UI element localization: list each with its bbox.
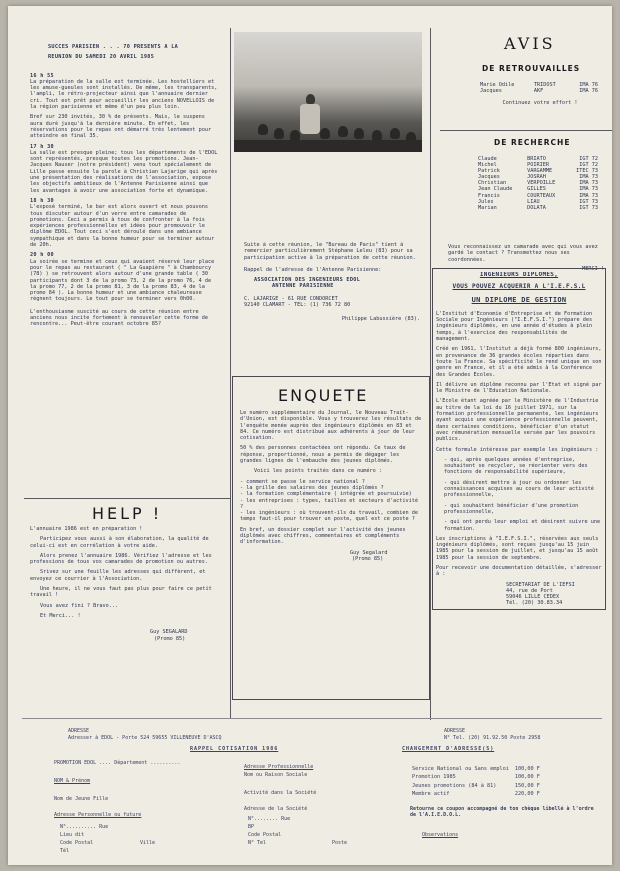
assoc-name: ASSOCIATION DES INGENIEURS EDOL xyxy=(254,277,361,284)
meeting-photo xyxy=(234,32,422,152)
list-item: - la grille des salaires des jeunes diplômés ? xyxy=(240,484,384,491)
list-item: - comment se passe le service national ? xyxy=(240,478,365,485)
changement-adresse: CHANGEMENT D'ADRESSE(S) xyxy=(402,746,495,752)
paragraph: Et Merci... ! xyxy=(40,612,81,619)
ing-heading-1: INGENIEURS DIPLOMES, xyxy=(479,272,559,278)
paragraph: L'exposé terminé, le bar est alors ouvert et nous pouvons tous discuter autour d'un verre entre camarades de promotions. Ceci a permis à tous de confronter à la fois expériences professionnelles et idées pour promouvoir le diplôme EDOL. Tout ceci s'est déroulé dans une ambiance sympathique et dans la bonne humeur pour se terminer autour de 20h. xyxy=(30,204,215,249)
avis-subtitle-recherche: DE RECHERCHE xyxy=(494,138,571,147)
address-line-2: 92140 CLAMART - TEL: (1) 736 72 80 xyxy=(244,302,351,309)
search-row-cell: Claude xyxy=(478,156,497,162)
address-line: 59046 LILLE CEDEX xyxy=(506,594,560,601)
help-article xyxy=(30,526,224,716)
form-envoi-right-2: N° Tel. (20) 91.92.50 Poste 2958 xyxy=(444,735,541,741)
paragraph: Cette formule intéresse par exemple les ingénieurs : xyxy=(436,446,599,453)
price-row-cell: Jeunes promotions (84 à 81) xyxy=(412,782,497,789)
search-row xyxy=(478,193,600,199)
enquete-article xyxy=(240,410,422,694)
price-row xyxy=(412,774,544,780)
lieu-field[interactable]: Lieu dit xyxy=(60,832,85,838)
form-envoi-left-2: Adresser à EDOL - Porte 524 59655 VILLENEUVE D'ASCQ xyxy=(68,735,222,741)
nom-soc-field[interactable]: Nom ou Raison Sociale xyxy=(244,772,308,778)
search-note-text: Vous reconnaissez un camarade avec qui vous avez gardé le contact ? Transmettez nous ses coordonnées. xyxy=(448,244,598,263)
iefsi-address xyxy=(506,582,602,606)
price-row xyxy=(412,766,544,772)
paragraph: L'Institut d'Economie d'Entreprise et de Formation Sociale pour Ingénieurs ("I.E.F.S.I.") prépare des ingénieurs diplômés, en une année d'études à plein temps, à l'exercice des responsabilités de management. xyxy=(436,310,593,343)
paragraph: Une heure, il ne vous faut pas plus pour faire ce petit travail ! xyxy=(30,586,212,599)
enquete-title: ENQUETE xyxy=(278,386,369,405)
article-headline: SUCCES PARISIEN . . . 70 PRESENTS A LA xyxy=(48,44,179,50)
paragraph: Bref sur 230 invités, 30 % de présents. Mais, le suspens aura duré jusqu'à la dernière minute. En effet, les réservations pour le repas ont démarré très lentement pour atteindre en final 35. xyxy=(30,114,212,140)
list-item: - la formation complémentaire ( intégrée et poursuivie) xyxy=(240,491,412,498)
paragraph: La soirée se termine et ceux qui avaient réservé leur place pour le repas au restaurant ( " La Guapière " à Chambourcy (78) ) se retrouvent alors autour d'une grande table ( 30 participants dont 3 de la promo 73, 2 de la promo 76, 4 de la promo 77, 2 de la promo 81, 3 de la promo 83, 4 de la promo 84 ). La bonne humeur et une ambiance chaleureuse régnent toujours. Le tout pour se terminer vers 0h00. xyxy=(30,258,215,303)
help-title: HELP ! xyxy=(92,504,163,523)
form-envoi-left: ADRESSE xyxy=(68,728,90,734)
code-soc-field[interactable]: Code Postal xyxy=(248,832,282,838)
merci-text: MERCI ! xyxy=(582,265,604,272)
assoc-antenne: ANTENNE PARISIENNE xyxy=(272,283,334,290)
found-row-cell: TRIDOST xyxy=(533,82,556,88)
search-row-cell: IMA 73 xyxy=(579,186,598,193)
help-sign-1: Guy SEGALARD xyxy=(150,629,188,636)
ingenieurs-article xyxy=(436,272,602,606)
tel-soc-field[interactable]: N° Tel xyxy=(248,840,267,846)
bullet: - qui désirent mettre à jour ou ordonner les connaissances acquises au cours de leur activité professionnelle, xyxy=(444,479,594,499)
search-row-cell: Patrick xyxy=(478,168,500,175)
search-row-cell: IMA 73 xyxy=(579,174,598,181)
found-row-cell: IMA 76 xyxy=(579,88,598,95)
search-row-cell: IGT 73 xyxy=(579,204,598,211)
paragraph: La préparation de la salle est terminée. Les hostelliers et les amuse-gueules sont installés. De même, les transparents, l'ampli, le rétro-projecteur ainsi que l'annuaire dernier cri. Tout est prêt pour accueillir les anciens NOVELLOIS de la région parisienne et même d'un peu plus loin. xyxy=(30,78,218,111)
paragraph: L'enthousiasme suscité au cours de cette réunion entre anciens nous incite fortement à renouveler cette forme de rencontre... Peut-être courant octobre 85? xyxy=(30,308,209,328)
tel-field[interactable]: Tél xyxy=(60,848,70,854)
price-row xyxy=(412,783,544,789)
search-row-cell: Jean Claude xyxy=(478,186,513,193)
price-row xyxy=(412,791,544,797)
price-row-cell: 100,00 F xyxy=(514,766,540,772)
paragraph: Il délivre un diplôme reconnu par l'Etat et signé par le Ministre de l'Education Nationale. xyxy=(436,381,602,395)
price-row-cell: 220,00 F xyxy=(514,790,540,797)
search-row-cell: Jacques xyxy=(478,174,500,181)
ing-heading-2: VOUS POUVEZ ACQUERIR A L'I.E.F.S.L xyxy=(452,283,586,291)
price-row-cell: 100,00 F xyxy=(514,774,540,781)
price-row-cell: Service National ou Sans emploi xyxy=(412,766,509,772)
paragraph: Participez vous aussi à son élaboration, la qualité de celui-ci est en corrélation à votre aide. xyxy=(30,536,209,549)
poste-field[interactable]: Poste xyxy=(332,840,348,846)
code-field[interactable]: Code Postal xyxy=(60,840,94,846)
search-row-cell: VARGAMME xyxy=(527,168,553,175)
found-row-cell: Jacques xyxy=(480,88,502,95)
article-subhead: REUNION DU SAMEDI 20 AVRIL 1985 xyxy=(48,54,155,61)
rue-field[interactable]: N°.......... Rue xyxy=(60,824,109,830)
rappel-cotisation: RAPPEL COTISATION 1986 xyxy=(190,746,279,752)
adr-soc-label: Adresse de la Société xyxy=(244,806,308,812)
search-row-cell: IGT 72 xyxy=(579,162,598,169)
left-article xyxy=(30,44,220,504)
paragraph: L'annuaire 1986 est en préparation ! xyxy=(30,526,143,532)
adr-perso-label: Adresse Personnelle ou future xyxy=(54,812,142,818)
paragraph: Les inscriptions à "I.E.F.S.I.", réservées aux seuls ingénieurs diplômés, sont reçues jusqu'au 15 juin 1985 pour la session de juillet, et jusqu'au 15 août 1985 pour la session de septembre. xyxy=(436,535,599,561)
rue-soc-field[interactable]: N°........ Rue xyxy=(248,816,291,822)
bullet: - qui ont perdu leur emploi et désirent suivre une formation. xyxy=(444,519,601,532)
search-row-cell: GILLES xyxy=(527,186,546,193)
list-item: - les ingénieurs : où trouvent-ils du travail, combien de temps faut-il pour trouver un poste, quel est ce poste ? xyxy=(240,510,419,523)
help-sign-2: (Promo 85) xyxy=(154,635,186,642)
address-line: SECRETARIAT DE L'IEFSI xyxy=(506,581,575,588)
paragraph: Voici les points traités dans ce numéro : xyxy=(254,468,383,475)
photo-caption xyxy=(244,242,420,362)
search-list xyxy=(478,156,600,211)
rappel-text: Rappel de l'adresse de l'Antenne Parisienne: xyxy=(244,266,382,273)
search-row-cell: Michel xyxy=(478,162,497,169)
bp-field[interactable]: BP xyxy=(248,824,255,830)
found-list xyxy=(480,82,600,106)
search-row xyxy=(478,205,600,211)
price-row-cell: 150,00 F xyxy=(514,782,540,789)
search-row xyxy=(478,186,600,192)
form-envoi-right: ADRESSE xyxy=(444,728,466,734)
observations-label: Observations xyxy=(422,832,459,838)
paragraph: En bref, un dossier complet sur l'activité des jeunes diplômés avec chiffres, commentaires et compléments d'information. xyxy=(240,526,406,546)
time-1730: 17 h 30 xyxy=(30,143,54,150)
continue-text: Continuez votre effort ! xyxy=(502,100,578,107)
paragraph: L'Ecole étant agréée par le Ministère de l'Industrie au titre de la loi du 16 juillet 1971, sur la formation professionnelle permanente, les ingénieurs ayant acquis une expérience professionnelle peuvent, dans certaines conditions, bénéficier d'un statut avec rémunération mensuelle versée par les pouvoirs publics. xyxy=(436,398,599,443)
ing-heading-3: UN DIPLOME DE GESTION xyxy=(471,295,567,304)
search-row-cell: IMA 73 xyxy=(579,192,598,199)
newsletter-page xyxy=(8,6,612,865)
paragraph: Srivez sur une feuille les adresses qui diffèrent, et envoyez ce courrier à l'Association. xyxy=(30,569,206,582)
search-row-cell: VERPOILLE xyxy=(527,180,556,187)
search-row-cell: IGT 73 xyxy=(579,198,598,205)
avis-title: AVIS xyxy=(504,34,556,53)
search-row-cell: ITEC 73 xyxy=(576,168,598,175)
found-row xyxy=(480,88,600,94)
search-row-cell: IMA 73 xyxy=(579,180,598,187)
found-row-cell: IMA 76 xyxy=(579,82,598,88)
promo-field[interactable]: PROMOTION EDOL .... Département .......... xyxy=(54,760,181,766)
search-row-cell: POIRIER xyxy=(527,162,549,169)
list-item: - les entreprises : types, tailles et secteurs d'activité ? xyxy=(240,497,419,510)
activite-field[interactable]: Activité dans la Société xyxy=(244,790,317,796)
search-row-cell: IGT 72 xyxy=(579,156,598,162)
paragraph: La salle est presque pleine; tous les départements de l'EDOL sont représentés, presque toutes les promotions. Jean-Jacques Nauser (notre président) venu tout spécialement de Lille passe ensuite la parole à Christian Lajarige qui après une présentation des réalisations de l'association, expose les objectifs ambitieux de l'Antenne Parisienne ainsi que les avantages à avoir une association forte et dynamique. xyxy=(30,149,218,194)
time-2000: 20 h 00 xyxy=(30,252,54,259)
time-1655: 16 h 55 xyxy=(30,72,54,79)
paragraph: Vous avez fini ? Bravo... xyxy=(40,602,119,609)
avis-subtitle-retrouvailles: DE RETROUVAILLES xyxy=(482,64,581,73)
paragraph: 50 % des personnes contactées ont répondu. Ce taux de réponse, proportionné, nous a permis de dégager les grandes lignes de l'embauche des jeunes diplômés. xyxy=(240,445,406,465)
paragraph: Pour recevoir une documentation détaillée, s'adresser à : xyxy=(436,564,602,578)
search-row-cell: JOSRAH xyxy=(527,174,546,181)
paragraph: Créé en 1961, l'Institut a déjà formé 800 ingénieurs, en provenance de 36 grandes écoles réparties dans toute la France. Sa spécificité le rend unique en son genre en France, et il a été admis à la Conférence des Grandes Ecoles. xyxy=(436,346,602,378)
nomjf-field[interactable]: Nom de Jeune Fille xyxy=(54,796,109,802)
address-line: Tél. (20) 30.83.34 xyxy=(506,600,563,606)
enquete-sign-2: (Promo 85) xyxy=(352,555,384,562)
nom-field[interactable]: NOM & Prénom xyxy=(54,778,91,784)
search-row-cell: LIAU xyxy=(527,198,540,205)
signature: Philippe Labussière (83). xyxy=(341,316,420,323)
search-row-cell: Francis xyxy=(478,192,500,199)
enquete-sign-1: Guy Segalard xyxy=(350,549,388,556)
search-row-cell: Christian xyxy=(478,180,507,187)
price-row-cell: Membre actif xyxy=(412,790,450,797)
caption-text: Suite à cette réunion, le "Bureau de Paris" tient à remercier particulièrement Stéphane Leleu (83) pour sa participation active à la préparation de cette réunion. xyxy=(244,242,416,261)
found-row-cell: AKF xyxy=(533,88,544,95)
price-row-cell: Promotion 1985 xyxy=(412,774,456,781)
adr-pro-label: Adresse Professionnelle xyxy=(244,764,314,770)
found-row-cell: Marie Odile xyxy=(480,82,515,88)
search-row-cell: COURTEAUX xyxy=(527,192,556,199)
time-1830: 18 h 30 xyxy=(30,197,54,204)
bullet: - qui souhaitent bénéficier d'une promotion professionnelle, xyxy=(444,502,579,515)
address-line: 44, rue de Port xyxy=(506,587,553,594)
paragraph: Le numéro supplémentaire du Journal, le Nouveau Trait-d'Union, est disponible. Vous y trouverez les résultats de l'enquête menée auprès des ingénieurs diplômés en 83 et 84. Ce numéro est distribué aux adhérents à jour de leur cotisation. xyxy=(240,410,422,442)
price-table xyxy=(410,764,600,799)
retour-text: Retourne ce coupon accompagné de ton chèque libellé à l'ordre de l'A.I.E.D.O.L. xyxy=(410,806,594,819)
search-row-cell: BRIATO xyxy=(527,156,546,162)
ville-field[interactable]: Ville xyxy=(140,840,156,846)
paragraph: Alors prenez l'annuaire 1986. Vérifiez l'adresse et les professions de tous vos camarades de promotion ou autres. xyxy=(30,552,212,566)
bullet: - qui, après quelques années d'entreprise, souhaitent se recycler, se réorienter vers des fonctions de responsabilité supérieure, xyxy=(444,456,588,476)
search-row-cell: Jules xyxy=(478,198,494,205)
search-row-cell: Marian xyxy=(478,204,497,211)
address-line-1: C. LAJARIGE - 61 RUE CONDORCET xyxy=(244,295,338,302)
search-row-cell: DOLATA xyxy=(527,204,546,211)
